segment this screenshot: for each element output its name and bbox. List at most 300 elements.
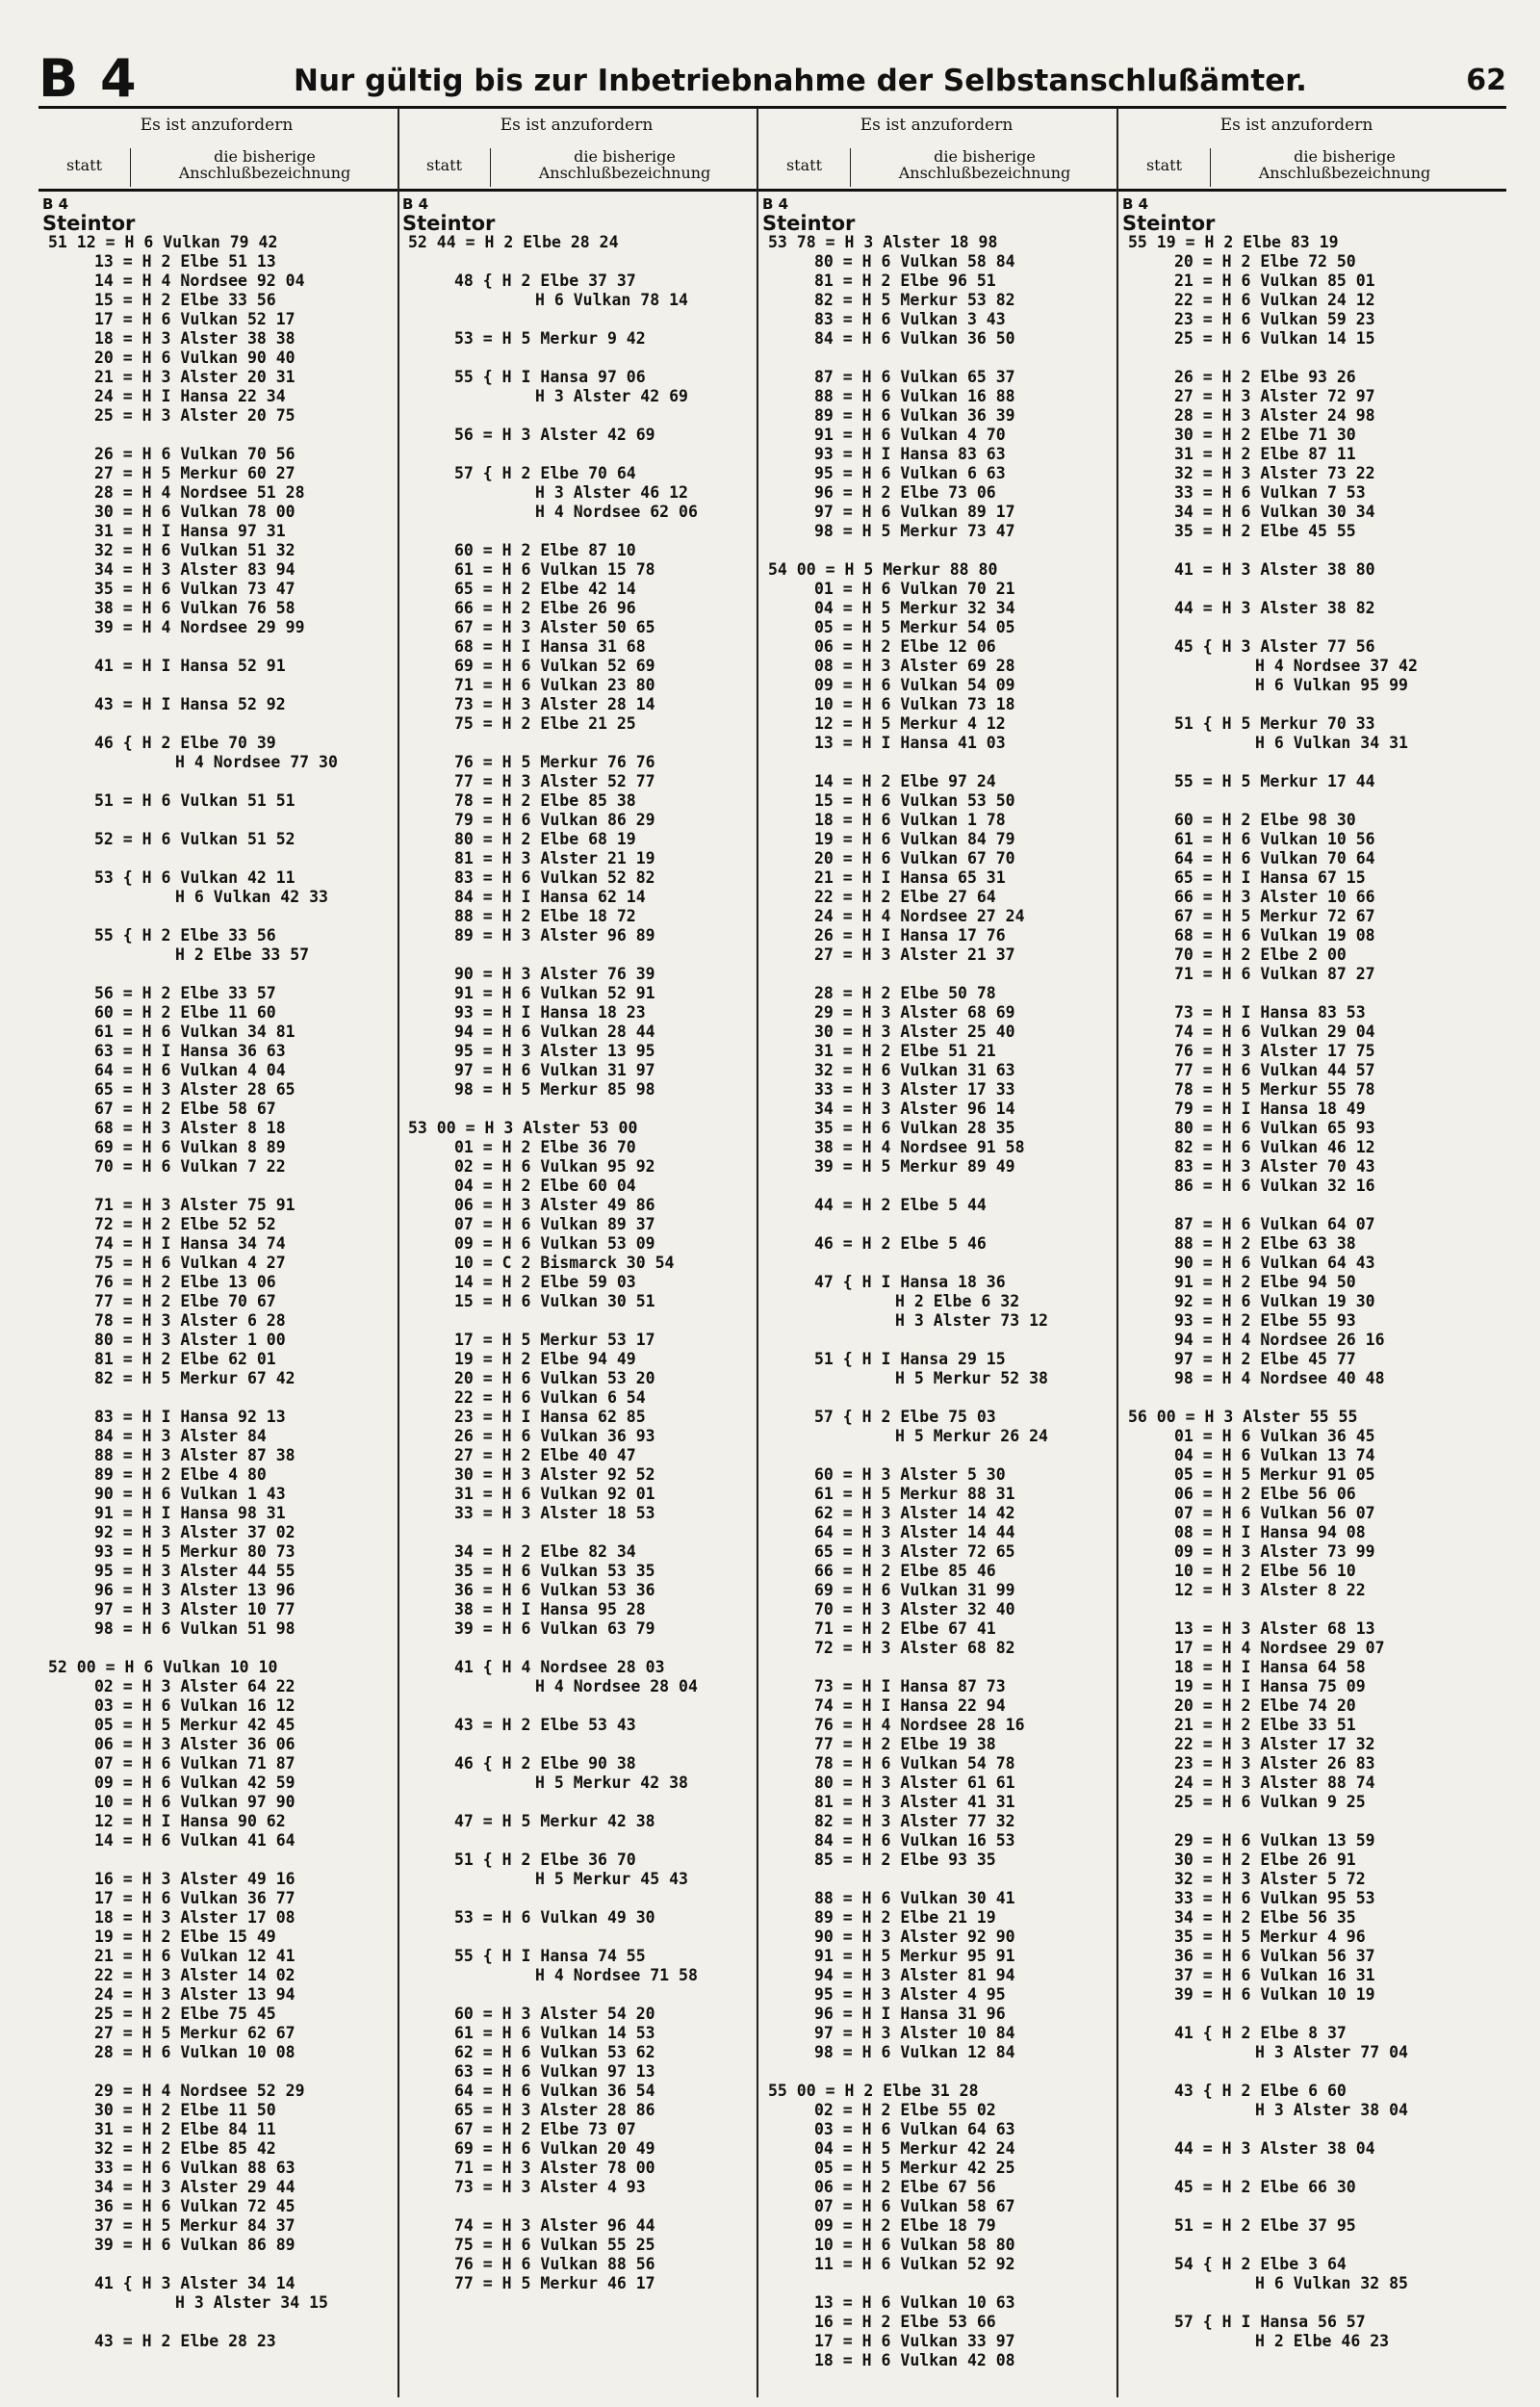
- listing-line: 13 = H 3 Alster 68 13: [1174, 1619, 1375, 1638]
- listing-line: 64 = H 6 Vulkan 4 04: [94, 1061, 286, 1079]
- listing-gap: [1118, 2236, 1475, 2255]
- listing-line: 19 = H I Hansa 75 09: [1174, 1677, 1366, 1695]
- listing-gap: [398, 1831, 755, 1851]
- listing-line: H 3 Alster 42 69: [535, 387, 688, 405]
- listing-line: 90 = H 3 Alster 92 90: [814, 1928, 1015, 1946]
- listing-line: 21 = H 6 Vulkan 12 41: [94, 1947, 295, 1965]
- listing-line: 35 = H 5 Merkur 4 96: [1174, 1928, 1366, 1946]
- listing-line: 39 = H 6 Vulkan 63 79: [454, 1619, 655, 1638]
- listing-line: 32 = H 3 Alster 5 72: [1174, 1870, 1366, 1888]
- listing-line: 51 = H 6 Vulkan 51 51: [94, 791, 295, 810]
- listing-line: 93 = H I Hansa 18 23: [454, 1003, 646, 1022]
- listing-gap: [398, 522, 755, 541]
- exchange-name: Steintor: [402, 212, 496, 235]
- listing-line: 89 = H 2 Elbe 4 80: [94, 1465, 267, 1484]
- exchange-heading: [1118, 194, 1475, 233]
- listing-line: 84 = H 6 Vulkan 36 50: [814, 329, 1015, 348]
- listing-gap: [398, 1311, 755, 1331]
- listing-line: 33 = H 3 Alster 17 33: [814, 1080, 1015, 1099]
- listing-line: 14 = H 2 Elbe 97 24: [814, 772, 996, 790]
- listing-line: 13 = H 2 Elbe 51 13: [94, 252, 276, 271]
- listing-line: 45 { H 3 Alster 77 56: [1174, 637, 1375, 656]
- listing-line: 23 = H I Hansa 62 85: [454, 1408, 646, 1426]
- listing-line: 93 = H 5 Merkur 80 73: [94, 1542, 295, 1561]
- exchange-heading: [38, 194, 395, 233]
- listing-line: 97 = H 3 Alster 10 77: [94, 1600, 295, 1618]
- listing-line: 55 { H I Hansa 74 55: [454, 1947, 646, 1965]
- listing-line: 41 = H I Hansa 52 91: [94, 657, 286, 675]
- listing-line: 39 = H 6 Vulkan 10 19: [1174, 1985, 1375, 2004]
- listing-line: 06 = H 2 Elbe 56 06: [1174, 1485, 1356, 1503]
- listing-line: 94 = H 3 Alster 81 94: [814, 1966, 1015, 1984]
- listing-line: 44 = H 2 Elbe 5 44: [814, 1196, 987, 1214]
- listing-line: 53 = H 5 Merkur 9 42: [454, 329, 646, 348]
- listing-line: 20 = H 2 Elbe 74 20: [1174, 1696, 1356, 1715]
- listing-line: 07 = H 6 Vulkan 71 87: [94, 1754, 295, 1773]
- listing-gap: [38, 849, 395, 868]
- listing-line: 36 = H 6 Vulkan 56 37: [1174, 1947, 1375, 1965]
- listing-line: 95 = H 3 Alster 13 95: [454, 1042, 655, 1060]
- listing-gap: [758, 2062, 1115, 2082]
- listing-line: 07 = H 6 Vulkan 58 67: [814, 2197, 1015, 2215]
- listing-line: 88 = H 2 Elbe 63 38: [1174, 1234, 1356, 1253]
- column-header-top: Es ist anzufordern: [140, 116, 294, 135]
- listing-line: 56 = H 3 Alster 42 69: [454, 426, 655, 444]
- listing-line: 96 = H 2 Elbe 73 06: [814, 483, 996, 502]
- listing-line: 61 = H 6 Vulkan 34 81: [94, 1022, 295, 1041]
- listing-line: 33 = H 6 Vulkan 7 53: [1174, 483, 1366, 502]
- listing-line: 46 = H 2 Elbe 5 46: [814, 1234, 987, 1253]
- listing-line: 41 = H 3 Alster 38 80: [1174, 560, 1375, 579]
- listing-line: 97 = H 2 Elbe 45 77: [1174, 1350, 1356, 1368]
- page-number: 62: [1466, 64, 1506, 97]
- listing-line: 12 = H 3 Alster 8 22: [1174, 1581, 1366, 1599]
- listing-line: 79 = H I Hansa 18 49: [1174, 1100, 1366, 1118]
- listing-line: 33 = H 6 Vulkan 88 63: [94, 2159, 295, 2177]
- listing-line: 57 { H 2 Elbe 70 64: [454, 464, 636, 482]
- listing-gap: [1118, 349, 1475, 368]
- listing-line: 04 = H 5 Merkur 42 24: [814, 2139, 1015, 2158]
- listing-line: 55 { H I Hansa 97 06: [454, 368, 646, 386]
- listing-line: 15 = H 2 Elbe 33 56: [94, 291, 276, 309]
- listing-line: H 4 Nordsee 37 42: [1255, 657, 1418, 675]
- listing-line: 32 = H 6 Vulkan 51 32: [94, 541, 295, 559]
- listing-line: 04 = H 2 Elbe 60 04: [454, 1177, 636, 1195]
- listing-gap: [398, 1100, 755, 1119]
- exchange-code: B 4: [38, 48, 139, 109]
- listing-line: 05 = H 5 Merkur 42 45: [94, 1716, 295, 1734]
- listing-gap: [398, 406, 755, 426]
- listing-line: 41 { H 3 Alster 34 14: [94, 2274, 295, 2292]
- listing-line: 91 = H 6 Vulkan 52 91: [454, 984, 655, 1002]
- listing-line: 17 = H 5 Merkur 53 17: [454, 1331, 655, 1349]
- listing-line: 52 00 = H 6 Vulkan 10 10: [48, 1658, 278, 1676]
- listing-line: 80 = H 6 Vulkan 58 84: [814, 252, 1015, 271]
- column-header-bisherige: [135, 148, 395, 181]
- listing-line: H 3 Alster 46 12: [535, 483, 688, 502]
- listing-line: 35 = H 2 Elbe 45 55: [1174, 522, 1356, 540]
- listing-line: 73 = H I Hansa 87 73: [814, 1677, 1006, 1695]
- column-header: [38, 110, 395, 189]
- listing-line: 52 44 = H 2 Elbe 28 24: [408, 233, 619, 251]
- listing-line: 24 = H 3 Alster 13 94: [94, 1985, 295, 2004]
- listing-line: 76 = H 5 Merkur 76 76: [454, 753, 655, 771]
- listing-line: 83 = H 6 Vulkan 52 82: [454, 868, 655, 887]
- listing-line: 77 = H 3 Alster 52 77: [454, 772, 655, 790]
- listing-gap: [758, 1388, 1115, 1408]
- listing-line: 78 = H 6 Vulkan 54 78: [814, 1754, 1015, 1773]
- listing-line: 67 = H 2 Elbe 58 67: [94, 1100, 276, 1118]
- listing-line: 21 = H 3 Alster 20 31: [94, 368, 295, 386]
- listing-line: 55 = H 5 Merkur 17 44: [1174, 772, 1375, 790]
- listing-gap: [1118, 1388, 1475, 1408]
- listing-column: [758, 110, 1115, 2370]
- listing-line: 54 00 = H 5 Merkur 88 80: [768, 560, 998, 579]
- listing-line: 26 = H 2 Elbe 93 26: [1174, 368, 1356, 386]
- listing-line: 74 = H I Hansa 22 94: [814, 1696, 1006, 1715]
- listing-gap: [758, 2274, 1115, 2293]
- listing-line: 69 = H 6 Vulkan 20 49: [454, 2139, 655, 2158]
- listing-line: 30 = H 2 Elbe 11 50: [94, 2101, 276, 2119]
- listing-line: 73 = H 3 Alster 4 93: [454, 2178, 646, 2196]
- listing-line: 36 = H 6 Vulkan 72 45: [94, 2197, 295, 2215]
- listing-gap: [38, 1639, 395, 1658]
- listing-line: 81 = H 3 Alster 21 19: [454, 849, 655, 867]
- listing-line: 31 = H 6 Vulkan 92 01: [454, 1485, 655, 1503]
- listing-line: 95 = H 3 Alster 44 55: [94, 1562, 295, 1580]
- listing-line: 07 = H 6 Vulkan 89 37: [454, 1215, 655, 1233]
- listing-line: 09 = H 6 Vulkan 54 09: [814, 676, 1015, 694]
- column-header-divider: [130, 148, 131, 187]
- listing-line: 90 = H 3 Alster 76 39: [454, 965, 655, 983]
- exchange-name: Steintor: [1122, 212, 1216, 235]
- listing-line: 35 = H 6 Vulkan 73 47: [94, 580, 295, 598]
- listing-line: 15 = H 6 Vulkan 53 50: [814, 791, 1015, 810]
- listing-line: 88 = H 3 Alster 87 38: [94, 1446, 295, 1464]
- listing-line: 88 = H 6 Vulkan 30 41: [814, 1889, 1015, 1907]
- listing-line: 44 = H 3 Alster 38 04: [1174, 2139, 1375, 2158]
- listing-line: H 4 Nordsee 62 06: [535, 503, 698, 521]
- listing-line: 25 = H 6 Vulkan 14 15: [1174, 329, 1375, 348]
- listing-gap: [398, 1696, 755, 1716]
- listing-line: 64 = H 3 Alster 14 44: [814, 1523, 1015, 1541]
- listing-line: H 2 Elbe 33 57: [175, 945, 310, 964]
- listing-line: 31 = H 2 Elbe 51 21: [814, 1042, 996, 1060]
- listing-line: 69 = H 6 Vulkan 8 89: [94, 1138, 286, 1156]
- listing-line: 83 = H 3 Alster 70 43: [1174, 1157, 1375, 1176]
- listing-line: 73 = H I Hansa 83 53: [1174, 1003, 1366, 1022]
- listing-line: 92 = H 3 Alster 37 02: [94, 1523, 295, 1541]
- listing-line: 09 = H 6 Vulkan 53 09: [454, 1234, 655, 1253]
- listing-line: 30 = H 3 Alster 25 40: [814, 1022, 1015, 1041]
- listing-line: 55 19 = H 2 Elbe 83 19: [1128, 233, 1339, 251]
- listing-line: 13 = H I Hansa 41 03: [814, 734, 1006, 752]
- listing-gap: [38, 772, 395, 791]
- listing-line: 05 = H 5 Merkur 42 25: [814, 2159, 1015, 2177]
- column-header-divider: [850, 148, 851, 187]
- listing-line: 38 = H I Hansa 95 28: [454, 1600, 646, 1618]
- exchange-code-label: B 4: [762, 195, 789, 213]
- listing-line: 06 = H 2 Elbe 67 56: [814, 2178, 996, 2196]
- listing-line: 68 = H I Hansa 31 68: [454, 637, 646, 656]
- listing-gap: [398, 1639, 755, 1658]
- listing-line: 26 = H I Hansa 17 76: [814, 926, 1006, 945]
- column-header-bisherige-line2: Anschlußbezeichnung: [178, 164, 351, 182]
- listing-line: 60 = H 3 Alster 5 30: [814, 1465, 1006, 1484]
- listing-line: 04 = H 6 Vulkan 13 74: [1174, 1446, 1375, 1464]
- listing-line: H 6 Vulkan 34 31: [1255, 734, 1408, 752]
- listing-gap: [1118, 2197, 1475, 2216]
- listing-line: 98 = H 6 Vulkan 51 98: [94, 1619, 295, 1638]
- listing-line: 76 = H 6 Vulkan 88 56: [454, 2255, 655, 2273]
- listing-line: 98 = H 4 Nordsee 40 48: [1174, 1369, 1385, 1387]
- listing-line: 18 = H 3 Alster 17 08: [94, 1908, 295, 1927]
- listing-gap: [758, 753, 1115, 772]
- listing-gap: [398, 945, 755, 965]
- listing-line: 70 = H 6 Vulkan 7 22: [94, 1157, 286, 1176]
- listing-line: 86 = H 6 Vulkan 32 16: [1174, 1177, 1375, 1195]
- listing-gap: [398, 1523, 755, 1542]
- listing-line: 95 = H 3 Alster 4 95: [814, 1985, 1006, 2004]
- listing-line: 54 { H 2 Elbe 3 64: [1174, 2255, 1347, 2273]
- exchange-code-label: B 4: [402, 195, 429, 213]
- listing-gap: [1118, 2062, 1475, 2082]
- listing-gap: [38, 1851, 395, 1870]
- column-header-divider: [490, 148, 491, 187]
- listing-line: 75 = H 6 Vulkan 4 27: [94, 1254, 286, 1272]
- column-header-bisherige-line2: Anschlußbezeichnung: [1258, 164, 1431, 182]
- listing-line: 39 = H 6 Vulkan 86 89: [94, 2236, 295, 2254]
- listing-column: [398, 110, 755, 2293]
- listing-line: 74 = H 6 Vulkan 29 04: [1174, 1022, 1375, 1041]
- column-header-bisherige: [495, 148, 755, 181]
- column-header-top: Es ist anzufordern: [860, 116, 1014, 135]
- listing-column: [38, 110, 395, 2351]
- listing-line: 55 { H 2 Elbe 33 56: [94, 926, 276, 945]
- listing-line: 89 = H 3 Alster 96 89: [454, 926, 655, 945]
- listing-gap: [1118, 1196, 1475, 1215]
- listing-line: 72 = H 2 Elbe 52 52: [94, 1215, 276, 1233]
- listing-line: 70 = H 2 Elbe 2 00: [1174, 945, 1347, 964]
- listing-line: 80 = H 3 Alster 1 00: [94, 1331, 286, 1349]
- listing-line: 21 = H 6 Vulkan 85 01: [1174, 272, 1375, 290]
- listing-line: 43 = H 2 Elbe 53 43: [454, 1716, 636, 1734]
- listing-line: 18 = H I Hansa 64 58: [1174, 1658, 1366, 1676]
- listing-line: 10 = H 6 Vulkan 73 18: [814, 695, 1015, 713]
- listing-line: 57 { H 2 Elbe 75 03: [814, 1408, 996, 1426]
- listing-line: 41 { H 2 Elbe 8 37: [1174, 2024, 1347, 2042]
- listing-line: 24 = H I Hansa 22 34: [94, 387, 286, 405]
- listing-line: 10 = H 6 Vulkan 58 80: [814, 2236, 1015, 2254]
- listing-line: 60 = H 2 Elbe 11 60: [94, 1003, 276, 1022]
- listing-line: 60 = H 2 Elbe 98 30: [1174, 811, 1356, 829]
- column-header-statt: statt: [785, 156, 823, 174]
- listing-line: 18 = H 6 Vulkan 42 08: [814, 2351, 1015, 2369]
- listing-line: 66 = H 2 Elbe 85 46: [814, 1562, 996, 1580]
- listing-line: 09 = H 2 Elbe 18 79: [814, 2216, 996, 2235]
- listing-line: 27 = H 5 Merkur 62 67: [94, 2024, 295, 2042]
- listing-line: 51 { H 5 Merkur 70 33: [1174, 714, 1375, 733]
- listing-line: 63 = H I Hansa 36 63: [94, 1042, 286, 1060]
- listing-line: 63 = H 6 Vulkan 97 13: [454, 2062, 655, 2081]
- listing-line: 18 = H 3 Alster 38 38: [94, 329, 295, 348]
- listing-line: 61 = H 6 Vulkan 10 56: [1174, 830, 1375, 848]
- listing-line: 17 = H 6 Vulkan 33 97: [814, 2332, 1015, 2350]
- listing-line: 70 = H 3 Alster 32 40: [814, 1600, 1015, 1618]
- listing-gap: [1118, 1600, 1475, 1619]
- listing-line: 76 = H 4 Nordsee 28 16: [814, 1716, 1025, 1734]
- listing-line: 06 = H 2 Elbe 12 06: [814, 637, 996, 656]
- listing-line: 32 = H 3 Alster 73 22: [1174, 464, 1375, 482]
- column-header-top: Es ist anzufordern: [500, 116, 654, 135]
- listing-line: H 5 Merkur 26 24: [895, 1427, 1048, 1445]
- listing-gap: [758, 1658, 1115, 1677]
- listing-line: 43 { H 2 Elbe 6 60: [1174, 2082, 1347, 2100]
- listing-line: 13 = H 6 Vulkan 10 63: [814, 2293, 1015, 2312]
- listing-line: 87 = H 6 Vulkan 65 37: [814, 368, 1015, 386]
- listing-line: 03 = H 6 Vulkan 16 12: [94, 1696, 295, 1715]
- listing-line: 74 = H 3 Alster 96 44: [454, 2216, 655, 2235]
- listing-line: 92 = H 6 Vulkan 19 30: [1174, 1292, 1375, 1310]
- listing-gap: [398, 734, 755, 753]
- listing-line: 79 = H 6 Vulkan 86 29: [454, 811, 655, 829]
- listing-line: 19 = H 6 Vulkan 84 79: [814, 830, 1015, 848]
- listing-line: 35 = H 6 Vulkan 28 35: [814, 1119, 1015, 1137]
- exchange-name: Steintor: [42, 212, 136, 235]
- listing-line: H 2 Elbe 46 23: [1255, 2332, 1390, 2350]
- listing-line: 67 = H 5 Merkur 72 67: [1174, 907, 1375, 925]
- listing-line: 51 { H 2 Elbe 36 70: [454, 1851, 636, 1869]
- listing-line: 28 = H 6 Vulkan 10 08: [94, 2043, 295, 2061]
- listing-line: 53 = H 6 Vulkan 49 30: [454, 1908, 655, 1927]
- exchange-heading: [398, 194, 755, 233]
- listing-line: 77 = H 2 Elbe 70 67: [94, 1292, 276, 1310]
- listing-line: 32 = H 6 Vulkan 31 63: [814, 1061, 1015, 1079]
- listing-gap: [1118, 791, 1475, 811]
- listing-gap: [38, 714, 395, 734]
- listing-line: 52 = H 6 Vulkan 51 52: [94, 830, 295, 848]
- listing-line: H 6 Vulkan 42 33: [175, 888, 328, 906]
- listing-gap: [758, 541, 1115, 560]
- listing-line: 37 = H 5 Merkur 84 37: [94, 2216, 295, 2235]
- listing-line: 34 = H 2 Elbe 82 34: [454, 1542, 636, 1561]
- listing-gap: [1118, 1812, 1475, 1831]
- listing-gap: [398, 1985, 755, 2005]
- listing-line: 32 = H 2 Elbe 85 42: [94, 2139, 276, 2158]
- listing-line: 65 = H 3 Alster 28 65: [94, 1080, 295, 1099]
- listing-line: 20 = H 2 Elbe 72 50: [1174, 252, 1356, 271]
- listing-line: 22 = H 6 Vulkan 24 12: [1174, 291, 1375, 309]
- listing-line: 77 = H 6 Vulkan 44 57: [1174, 1061, 1375, 1079]
- listing-line: 89 = H 2 Elbe 21 19: [814, 1908, 996, 1927]
- listing-line: H 6 Vulkan 78 14: [535, 291, 688, 309]
- listing-gap: [1118, 695, 1475, 714]
- listing-line: 82 = H 5 Merkur 67 42: [94, 1369, 295, 1387]
- listing-gap: [398, 2197, 755, 2216]
- listing-line: 71 = H 6 Vulkan 87 27: [1174, 965, 1375, 983]
- listing-line: 30 = H 2 Elbe 71 30: [1174, 426, 1356, 444]
- listing-line: 62 = H 6 Vulkan 53 62: [454, 2043, 655, 2061]
- listing-line: 17 = H 4 Nordsee 29 07: [1174, 1639, 1385, 1657]
- listing-line: H 3 Alster 77 04: [1255, 2043, 1408, 2061]
- listing-line: 38 = H 6 Vulkan 76 58: [94, 599, 295, 617]
- column-header: [398, 110, 755, 189]
- listing-line: 24 = H 3 Alster 88 74: [1174, 1773, 1375, 1792]
- listing-line: 29 = H 6 Vulkan 13 59: [1174, 1831, 1375, 1850]
- listing-gap: [38, 907, 395, 926]
- listing-line: 41 { H 4 Nordsee 28 03: [454, 1658, 665, 1676]
- listing-gap: [1118, 753, 1475, 772]
- listing-line: 06 = H 3 Alster 36 06: [94, 1735, 295, 1753]
- listing-line: 27 = H 3 Alster 21 37: [814, 945, 1015, 964]
- listing-line: 25 = H 3 Alster 20 75: [94, 406, 295, 425]
- listing-line: 98 = H 5 Merkur 85 98: [454, 1080, 655, 1099]
- listing-line: 90 = H 6 Vulkan 64 43: [1174, 1254, 1375, 1272]
- listing-line: 91 = H 6 Vulkan 4 70: [814, 426, 1006, 444]
- listing-line: 98 = H 6 Vulkan 12 84: [814, 2043, 1015, 2061]
- listing-line: 91 = H 2 Elbe 94 50: [1174, 1273, 1356, 1291]
- listing-line: 34 = H 6 Vulkan 30 34: [1174, 503, 1375, 521]
- listing-line: 23 = H 3 Alster 26 83: [1174, 1754, 1375, 1773]
- listing-line: 82 = H 3 Alster 77 32: [814, 1812, 1015, 1830]
- listing-line: 47 { H I Hansa 18 36: [814, 1273, 1006, 1291]
- listing-line: 74 = H I Hansa 34 74: [94, 1234, 286, 1253]
- listing-line: 71 = H 2 Elbe 67 41: [814, 1619, 996, 1638]
- listing-line: 78 = H 5 Merkur 55 78: [1174, 1080, 1375, 1099]
- listing-line: 83 = H I Hansa 92 13: [94, 1408, 286, 1426]
- listing-gap: [1118, 580, 1475, 599]
- listing-line: 21 = H 2 Elbe 33 51: [1174, 1716, 1356, 1734]
- listing-gap: [1118, 2293, 1475, 2313]
- listing-line: 69 = H 6 Vulkan 52 69: [454, 657, 655, 675]
- listing-line: 28 = H 4 Nordsee 51 28: [94, 483, 305, 502]
- listing-gap: [1118, 541, 1475, 560]
- listing-gap: [758, 1331, 1115, 1350]
- listing-gap: [1118, 984, 1475, 1003]
- listing-line: H 6 Vulkan 32 85: [1255, 2274, 1408, 2292]
- listing-line: H 6 Vulkan 95 99: [1255, 676, 1408, 694]
- listing-line: 22 = H 3 Alster 14 02: [94, 1966, 295, 1984]
- listing-line: 84 = H I Hansa 62 14: [454, 888, 646, 906]
- listing-line: 26 = H 6 Vulkan 36 93: [454, 1427, 655, 1445]
- listing-line: 09 = H 3 Alster 73 99: [1174, 1542, 1375, 1561]
- listing-gap: [38, 637, 395, 657]
- listing-line: 02 = H 3 Alster 64 22: [94, 1677, 295, 1695]
- listing-line: 11 = H 6 Vulkan 52 92: [814, 2255, 1015, 2273]
- listing-line: 17 = H 6 Vulkan 52 17: [94, 310, 295, 328]
- listing-line: 85 = H 2 Elbe 93 35: [814, 1851, 996, 1869]
- listing-line: H 4 Nordsee 77 30: [175, 753, 338, 771]
- listing-line: 47 = H 5 Merkur 42 38: [454, 1812, 655, 1830]
- listing-line: 20 = H 6 Vulkan 90 40: [94, 349, 295, 367]
- listing-line: 90 = H 6 Vulkan 1 43: [94, 1485, 286, 1503]
- listing-line: 78 = H 3 Alster 6 28: [94, 1311, 286, 1330]
- listing-gap: [398, 252, 755, 272]
- listing-line: 56 = H 2 Elbe 33 57: [94, 984, 276, 1002]
- listing-line: 96 = H I Hansa 31 96: [814, 2005, 1006, 2023]
- listing-line: 67 = H 3 Alster 50 65: [454, 618, 655, 636]
- listing-line: 69 = H 6 Vulkan 31 99: [814, 1581, 1015, 1599]
- listing-line: H 3 Alster 38 04: [1255, 2101, 1408, 2119]
- listing-line: 61 = H 5 Merkur 88 31: [814, 1485, 1015, 1503]
- listing-line: 34 = H 3 Alster 83 94: [94, 560, 295, 579]
- listing-gap: [398, 349, 755, 368]
- listing-line: 71 = H 6 Vulkan 23 80: [454, 676, 655, 694]
- listing-line: 94 = H 6 Vulkan 28 44: [454, 1022, 655, 1041]
- listing-gap: [38, 811, 395, 830]
- column-header-bisherige: [855, 148, 1115, 181]
- listing-line: 68 = H 3 Alster 8 18: [94, 1119, 286, 1137]
